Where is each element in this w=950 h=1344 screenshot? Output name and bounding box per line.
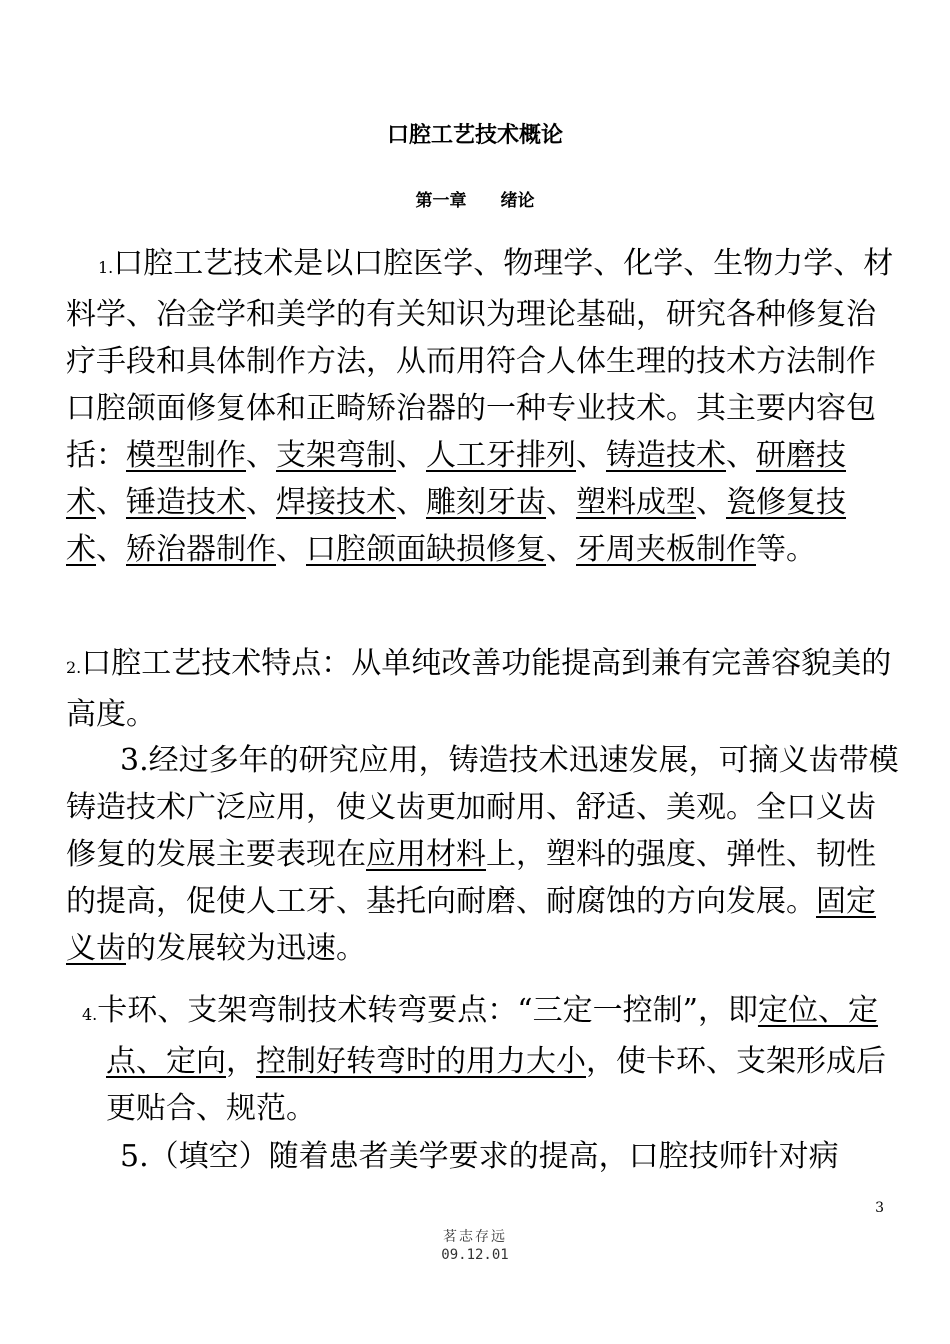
separator: 、 [246, 485, 276, 520]
separator: 、 [726, 438, 756, 473]
underlined-term: 支架弯制 [276, 438, 396, 473]
underlined-term: 瓷修复技术 [66, 485, 846, 567]
separator: 、 [96, 485, 126, 520]
underlined-term: 模型制作 [126, 438, 246, 473]
document-title: 口腔工艺技术概论 [386, 123, 563, 148]
underlined-term: 雕刻牙齿 [426, 485, 546, 520]
page-number: 3 [875, 1200, 884, 1216]
paragraph-text: （填空）随着患者美学要求的提高，口腔技师针对病 [148, 1139, 839, 1174]
separator: 、 [546, 485, 576, 520]
underlined-term: 铸造技术 [606, 438, 726, 473]
paragraph-number: 5. [120, 1139, 149, 1174]
chapter-heading: 第一章 绪论 [415, 191, 535, 211]
underlined-term: 研磨技术 [66, 438, 846, 520]
underlined-term: 固定义齿 [66, 884, 876, 966]
paragraph-text: 口腔工艺技术特点：从单纯改善功能提高到兼有完善容貌美的高度。 [66, 646, 892, 732]
underlined-term: 矫治器制作 [126, 532, 276, 567]
paragraph-text: ， [226, 1044, 256, 1079]
separator: 、 [276, 532, 306, 567]
underlined-term: 控制好转弯时的用力大小 [256, 1044, 586, 1079]
paragraph-number: 3. [120, 743, 149, 778]
separator: 、 [546, 532, 576, 567]
paragraph-text: ，使卡环、支架形成后更贴合、规范。 [106, 1044, 886, 1126]
underlined-term: 口腔颌面缺损修复 [306, 532, 546, 567]
separator: 、 [96, 532, 126, 567]
paragraph-3 [66, 737, 900, 972]
footer-date: 09.12.01 [441, 1247, 509, 1263]
paragraph-number: 1. [98, 258, 114, 277]
paragraph-text: 口腔工艺技术是以口腔医学、物理学、化学、生物力学、材料学、冶金学和美学的有关知识为理论基础，研究各种修复治疗手段和具体制作方法，从而用符合人体生理的技术方法制作口腔颌面修复体和正畸矫治器的一种专业技术。其主要内容包括： [66, 246, 894, 473]
paragraph-number: 4. [82, 1005, 98, 1024]
paragraph-1 [66, 240, 900, 573]
underlined-term: 人工牙排列 [426, 438, 576, 473]
paragraph-text: 经过多年的研究应用，铸造技术迅速发展，可摘义齿带模铸造技术广泛应用，使义齿更加耐用、舒适、美观。全口义齿修复的发展主要表现在 [66, 743, 899, 872]
underlined-term: 应用材料 [366, 837, 486, 872]
separator: 、 [396, 438, 426, 473]
underlined-term: 锤造技术 [126, 485, 246, 520]
paragraph-2 [66, 640, 900, 738]
paragraph-text: 上，塑料的强度、弹性、韧性的提高，促使人工牙、基托向耐磨、耐腐蚀的方向发展。 [66, 837, 876, 919]
paragraph-text: 的发展较为迅速。 [126, 931, 366, 966]
paragraph-number: 2. [66, 658, 82, 677]
underlined-term: 牙周夹板制作 [576, 532, 756, 567]
footer-motto: 茗志存远 [443, 1229, 507, 1245]
separator: 、 [246, 438, 276, 473]
separator: 、 [396, 485, 426, 520]
paragraph-4 [82, 987, 900, 1132]
separator: 、 [696, 485, 726, 520]
paragraph-5 [66, 1133, 900, 1180]
underlined-term: 定位、定点、定向 [106, 993, 878, 1079]
underlined-term: 焊接技术 [276, 485, 396, 520]
underlined-term: 塑料成型 [576, 485, 696, 520]
paragraph-text: 卡环、支架弯制技术转弯要点：“三定一控制”，即 [97, 993, 758, 1028]
separator: 、 [576, 438, 606, 473]
paragraph-end: 等。 [756, 532, 816, 567]
